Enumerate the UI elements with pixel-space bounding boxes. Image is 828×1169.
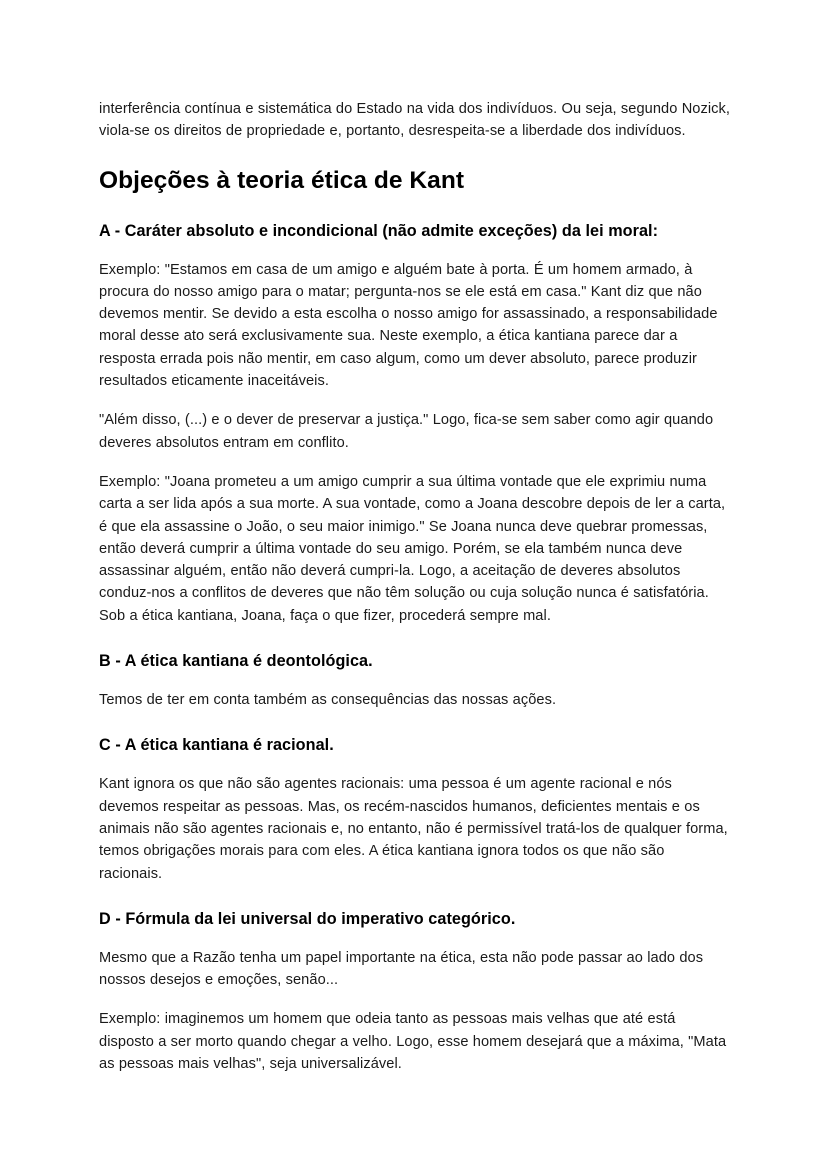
section-a-paragraph-3: Exemplo: "Joana prometeu a um amigo cumprir a sua última vontade que ele exprimiu numa carta a ser lida após a sua morte. A sua vontade, como a Joana descobre depois de ler a carta, é que ela assassine o João, o seu maior inimigo." Se Joana nunca deve quebrar promessas, então deverá cumprir a última vontade do seu amigo. Porém, se ela também nunca deve assassinar alguém, então não deverá cumpri-la. Logo, a aceitação de deveres absolutos conduz-nos a conflitos de deveres que não têm solução ou cuja solução nunca é satisfatória. Sob a ética kantiana, Joana, faça o que fizer, procederá sempre mal. bbox=[99, 473, 726, 624]
section-a-paragraph-2: "Além disso, (...) e o dever de preservar a justiça." Logo, fica-se sem saber como agir quando deveres absolutos entram em conflito. bbox=[99, 412, 714, 451]
document-content bbox=[99, 98, 731, 1075]
section-a-paragraph-1: Exemplo: "Estamos em casa de um amigo e alguém bate à porta. É um homem armado, à procura do nosso amigo para o matar; pergunta-nos se ele está em casa." Kant diz que não devemos mentir. Se devido a esta escolha o nosso amigo for assassinado, a responsabilidade moral desse ato será exclusivamente sua. Neste exemplo, a ética kantiana parece dar a resposta errada pois não mentir, em caso algum, como um dever absoluto, parece produzir resultados eticamente inaceitáveis. bbox=[99, 261, 718, 390]
section-heading-a: A - Caráter absoluto e incondicional (não admite exceções) da lei moral: bbox=[99, 221, 659, 240]
section-heading-b: B - A ética kantiana é deontológica. bbox=[99, 652, 373, 671]
section-c-paragraph-1: Kant ignora os que não são agentes racionais: uma pessoa é um agente racional e nós devemos respeitar as pessoas. Mas, os recém-nascidos humanos, deficientes mentais e os animais não são agentes racionais e, no entanto, não é permissível tratá-los de qualquer forma, temos obrigações morais para com eles. A ética kantiana ignora todos os que não são racionais. bbox=[99, 776, 728, 882]
section-d-paragraph-1: Mesmo que a Razão tenha um papel importante na ética, esta não pode passar ao lado dos nossos desejos e emoções, senão... bbox=[99, 949, 704, 989]
page-title: Objeções à teoria ética de Kant bbox=[99, 166, 465, 194]
section-b-paragraph-1: Temos de ter em conta também as consequências das nossas ações. bbox=[99, 692, 557, 709]
section-heading-d: D - Fórmula da lei universal do imperativo categórico. bbox=[99, 909, 516, 928]
intro-paragraph: interferência contínua e sistemática do Estado na vida dos indivíduos. Ou seja, segundo Nozick, viola-se os direitos de propriedade e, portanto, desrespeita-se a liberdade dos indivíduos. bbox=[99, 101, 731, 140]
section-d-paragraph-2: Exemplo: imaginemos um homem que odeia tanto as pessoas mais velhas que até está disposto a ser morto quando chegar a velho. Logo, esse homem desejará que a máxima, "Mata as pessoas mais velhas", seja universalizável. bbox=[99, 1011, 727, 1073]
section-heading-c: C - A ética kantiana é racional. bbox=[99, 736, 334, 755]
